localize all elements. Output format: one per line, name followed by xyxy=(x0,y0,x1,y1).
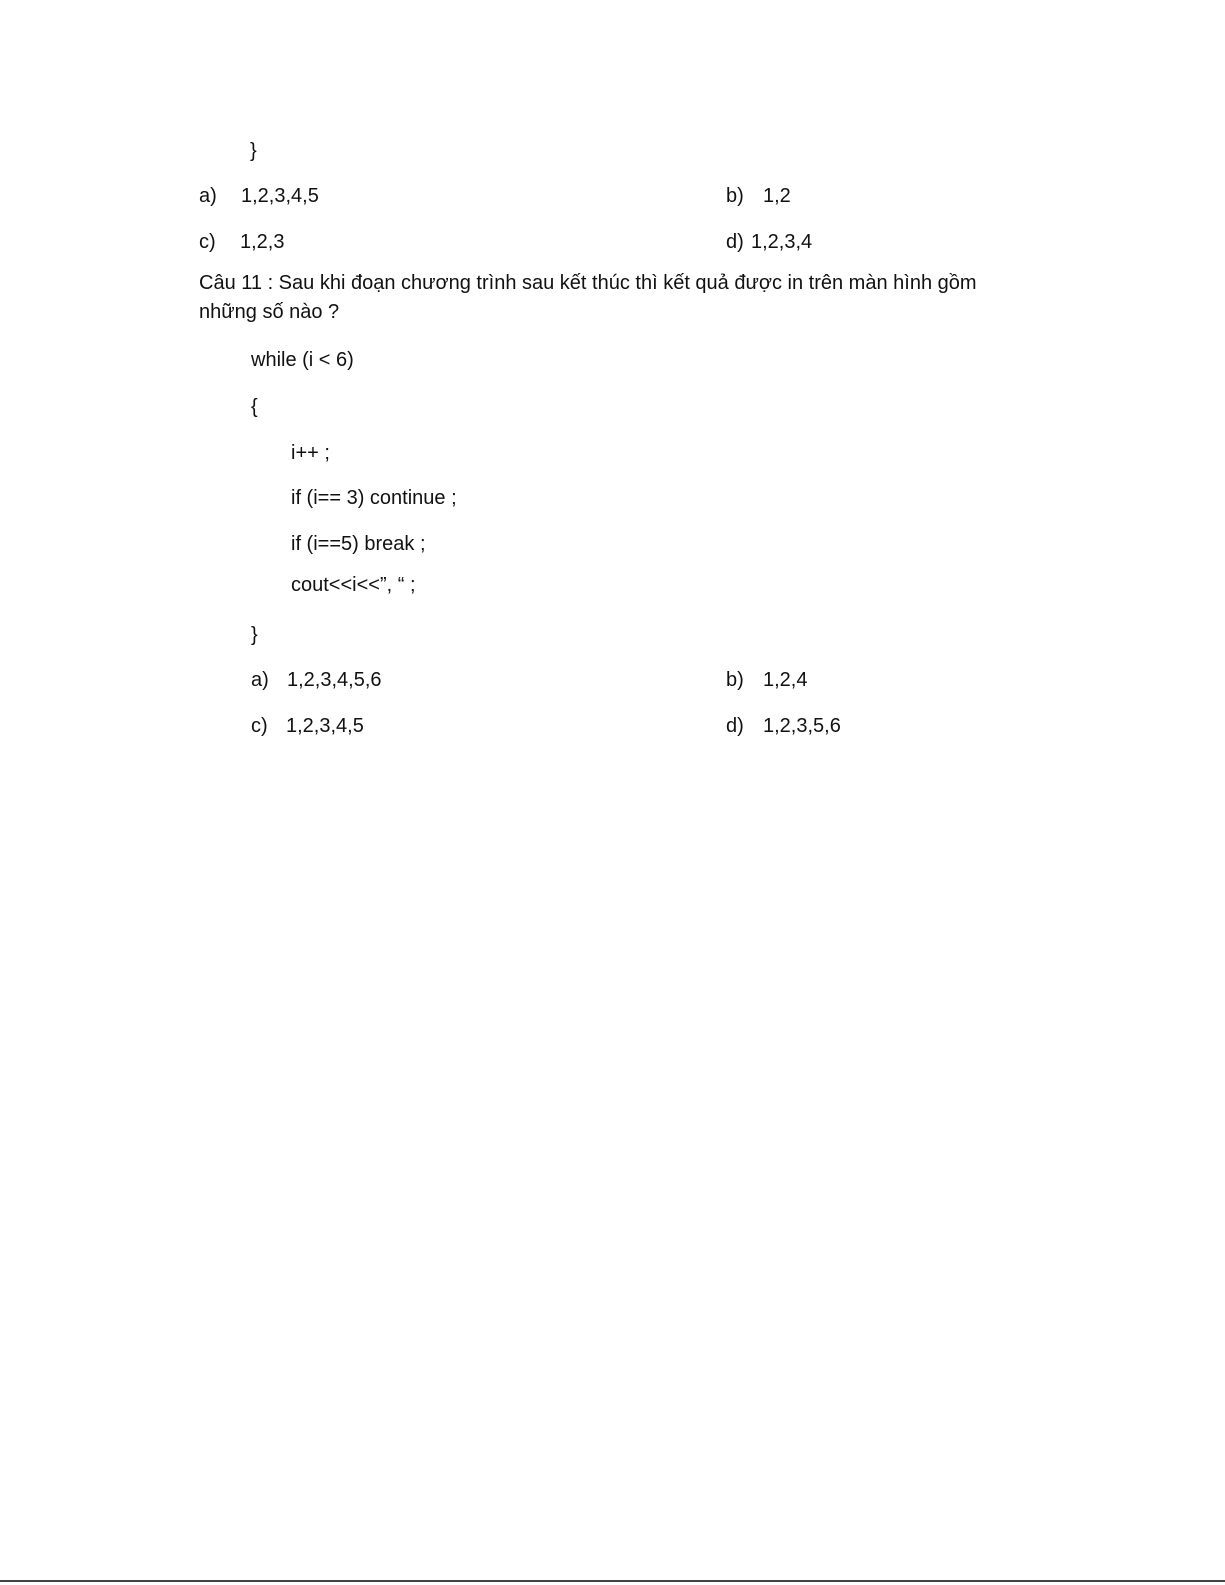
page-bottom-rule xyxy=(0,1580,1225,1582)
prev-option-b[interactable] xyxy=(726,186,791,206)
prev-option-a[interactable] xyxy=(199,186,319,206)
q11-option-c[interactable] xyxy=(251,716,364,736)
option-value: 1,2,3 xyxy=(240,231,285,253)
option-value: 1,2,3,4 xyxy=(751,231,813,253)
code-line-open-brace: { xyxy=(251,396,258,418)
code-line-increment: i++ ; xyxy=(291,442,330,464)
option-value: 1,2,3,4,5,6 xyxy=(287,669,382,691)
code-closing-brace: } xyxy=(250,140,257,162)
option-label: a) xyxy=(251,669,269,691)
option-label: c) xyxy=(251,715,268,737)
option-value: 1,2,3,4,5 xyxy=(286,715,364,737)
q11-option-d[interactable] xyxy=(726,716,841,736)
option-label: a) xyxy=(199,185,217,207)
question-11-text-line2: những số nào ? xyxy=(199,301,340,323)
q11-option-b[interactable] xyxy=(726,670,807,690)
code-line-while: while (i < 6) xyxy=(251,349,354,371)
q11-option-a[interactable] xyxy=(251,670,382,690)
option-value: 1,2,3,5,6 xyxy=(763,715,841,737)
option-label: b) xyxy=(726,185,744,207)
option-value: 1,2 xyxy=(763,185,791,207)
option-value: 1,2,4 xyxy=(763,669,808,691)
option-label: d) xyxy=(726,715,744,737)
code-line-cout: cout<<i<<”, “ ; xyxy=(291,574,416,596)
option-label: d) xyxy=(726,231,744,253)
option-label: c) xyxy=(199,231,216,253)
code-line-continue: if (i== 3) continue ; xyxy=(291,487,457,509)
question-11-text-line1: Câu 11 : Sau khi đoạn chương trình sau kết thúc thì kết quả được in trên màn hình gồm xyxy=(199,272,977,294)
prev-option-c[interactable] xyxy=(199,232,284,252)
option-value: 1,2,3,4,5 xyxy=(241,185,319,207)
code-line-break: if (i==5) break ; xyxy=(291,533,426,555)
code-line-close-brace: } xyxy=(251,624,258,646)
option-label: b) xyxy=(726,669,744,691)
prev-option-d[interactable] xyxy=(726,232,812,252)
